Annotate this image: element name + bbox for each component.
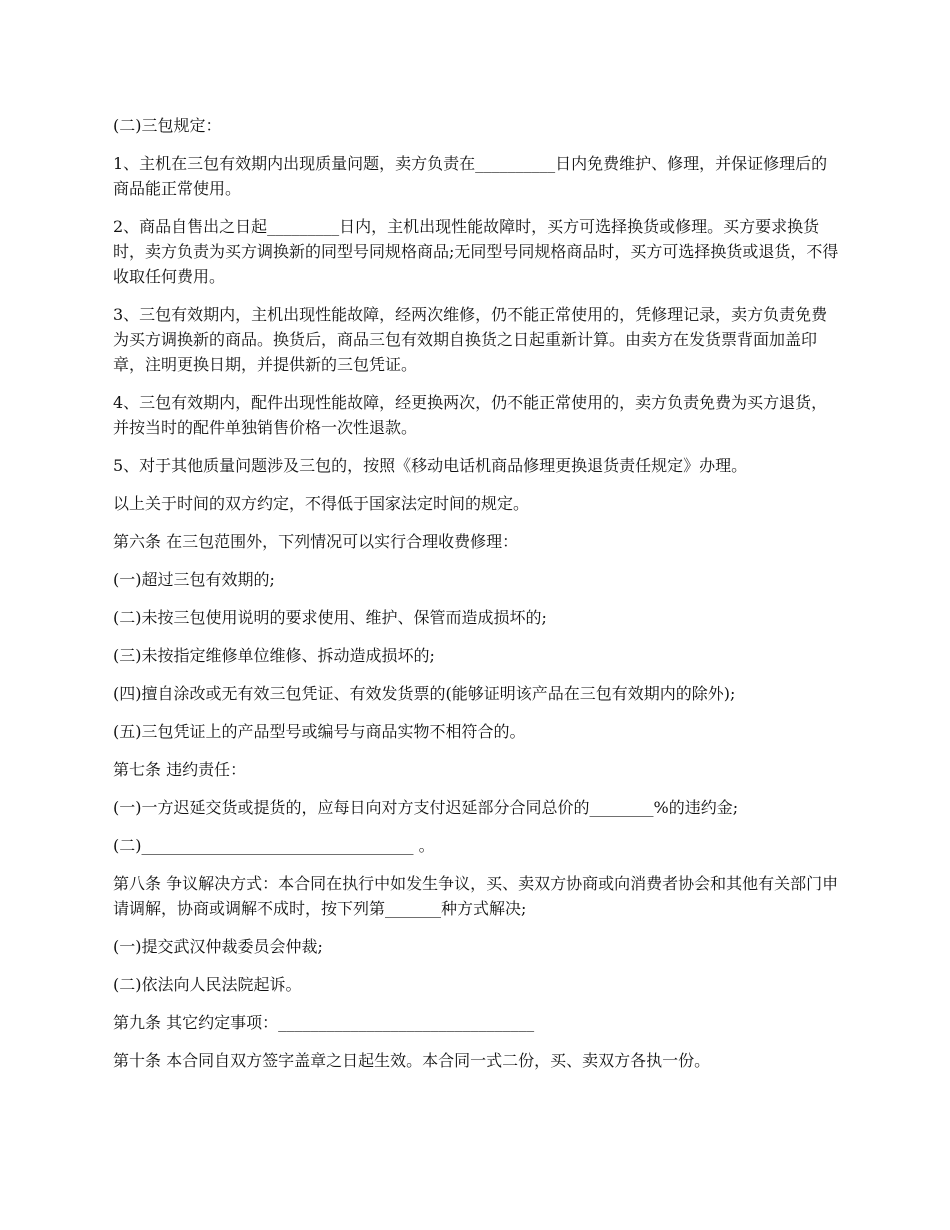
- clause-paragraph-4: 4、三包有效期内，配件出现性能故障，经更换两次，仍不能正常使用的，卖方负责免费为买方退货，并按当时的配件单独销售价格一次性退款。: [113, 393, 828, 437]
- article-6-item-1: (一)超过三包有效期的;: [113, 570, 275, 589]
- article-7-item-1: (一)一方迟延交货或提货的，应每日向对方支付迟延部分合同总价的________%的违约金;: [113, 798, 739, 817]
- article-6-item-3: (三)未按指定维修单位维修、拆动造成损坏的;: [113, 646, 435, 665]
- article-6-item-2: (二)未按三包使用说明的要求使用、维护、保管而造成损坏的;: [113, 608, 547, 627]
- clause-paragraph-3: 3、三包有效期内，主机出现性能故障，经两次维修，仍不能正常使用的，凭修理记录，卖方负责免费为买方调换新的商品。换货后，商品三包有效期自换货之日起重新计算。由卖方在发货票背面加盖印章，注明更换日期，并提供新的三包凭证。: [113, 305, 828, 374]
- article-8-dispute-resolution: 第八条 争议解决方式：本合同在执行中如发生争议，买、卖双方协商或向消费者协会和其他有关部门申请调解，协商或调解不成时，按下列第_______种方式解决;: [113, 874, 839, 918]
- article-9-other-matters: 第九条 其它约定事项：________________________________: [113, 1013, 535, 1032]
- document-body: [113, 113, 843, 1086]
- time-agreement-note: 以上关于时间的双方约定，不得低于国家法定时间的规定。: [113, 494, 530, 513]
- article-6-item-4: (四)擅自涂改或无有效三包凭证、有效发货票的(能够证明该产品在三包有效期内的除外);: [113, 684, 736, 703]
- article-6-item-5: (五)三包凭证上的产品型号或编号与商品实物不相符合的。: [113, 722, 526, 741]
- clause-paragraph-5: 5、对于其他质量问题涉及三包的，按照《移动电话机商品修理更换退货责任规定》办理。: [113, 456, 748, 475]
- article-10-effectiveness: 第十条 本合同自双方签字盖章之日起生效。本合同一式二份，买、卖双方各执一份。: [113, 1051, 711, 1070]
- section-heading-three-guarantees: (二)三包规定：: [113, 116, 222, 135]
- article-7-item-2: (二)__________________________________ 。: [113, 836, 435, 855]
- article-7-heading: 第七条 违约责任：: [113, 760, 247, 779]
- article-6-heading: 第六条 在三包范围外，下列情况可以实行合理收费修理：: [113, 532, 519, 551]
- clause-paragraph-2: 2、商品自售出之日起_________日内，主机出现性能故障时，买方可选择换货或修理。买方要求换货时，卖方负责为买方调换新的同型号同规格商品;无同型号同规格商品时，买方可选择换货或退货，不得收取任何费用。: [113, 217, 839, 286]
- clause-paragraph-1: 1、主机在三包有效期内出现质量问题，卖方负责在__________日内免费维护、修理，并保证修理后的商品能正常使用。: [113, 154, 828, 198]
- article-8-item-2: (二)依法向人民法院起诉。: [113, 975, 302, 994]
- article-8-item-1: (一)提交武汉仲裁委员会仲裁;: [113, 937, 323, 956]
